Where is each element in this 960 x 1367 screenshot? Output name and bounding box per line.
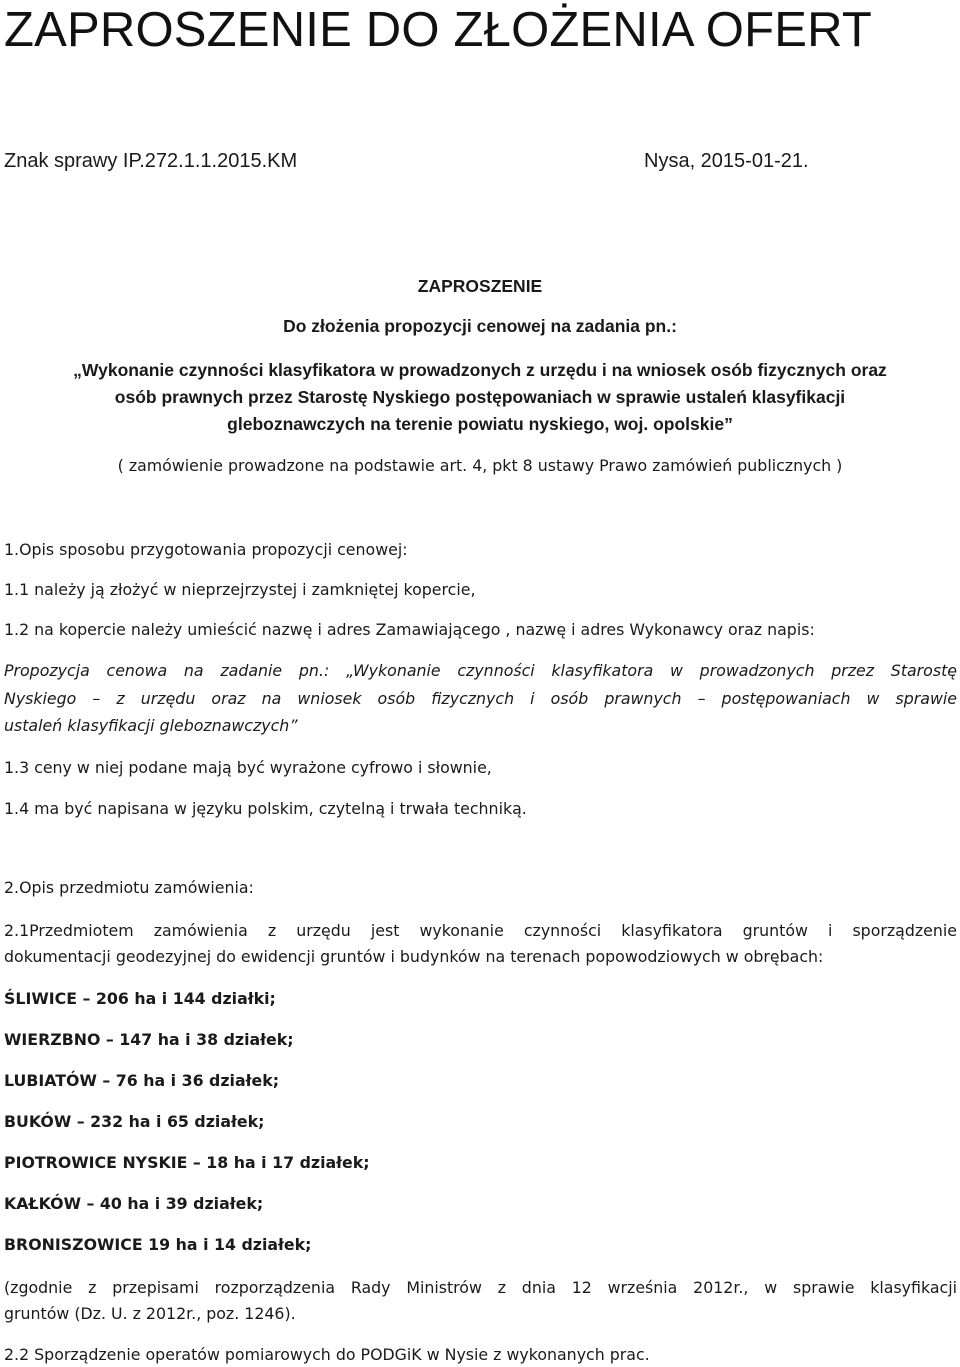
precinct-item: BUKÓW – 232 ha i 65 działek; [4, 1112, 265, 1131]
invitation-heading: ZAPROSZENIE [417, 276, 543, 296]
precinct-item: ŚLIWICE – 206 ha i 144 działki; [4, 989, 276, 1008]
legal-basis: ( zamówienie prowadzone na podstawie art. 4, pkt 8 ustawy Prawo zamówień publicznych ) [117, 456, 843, 475]
envelope-label-line: Nyskiego – z urzędu oraz na wniosek osób fizycznych i osób prawnych – postępowaniach w sprawie [4, 689, 957, 708]
section-2-heading: 2.Opis przedmiotu zamówienia: [4, 878, 254, 897]
section-1-heading: 1.Opis sposobu przygotowania propozycji cenowej: [4, 540, 408, 559]
section-1-item: 1.1 należy ją złożyć w nieprzejrzystej i zamkniętej kopercie, [4, 580, 476, 599]
invitation-subheading: Do złożenia propozycji cenowej na zadania pn.: [283, 316, 677, 336]
section-1-item: 1.2 na kopercie należy umieścić nazwę i adres Zamawiającego , nazwę i adres Wykonawcy oraz napis: [4, 620, 815, 639]
precinct-item: PIOTROWICE NYSKIE – 18 ha i 17 działek; [4, 1153, 370, 1172]
precinct-item: BRONISZOWICE 19 ha i 14 działek; [4, 1235, 312, 1254]
task-title-line: gleboznawczych na terenie powiatu nyskiego, woj. opolskie” [227, 414, 733, 434]
case-reference: Znak sprawy IP.272.1.1.2015.KM [4, 150, 298, 172]
section-2-item-line: 2.1Przedmiotem zamówienia z urzędu jest wykonanie czynności klasyfikatora gruntów i sporządzenie [4, 921, 957, 940]
task-title-line: osób prawnych przez Starostę Nyskiego postępowaniach w sprawie ustaleń klasyfikacji [114, 387, 846, 407]
precinct-item: WIERZBNO – 147 ha i 38 działek; [4, 1030, 294, 1049]
regulation-line: gruntów (Dz. U. z 2012r., poz. 1246). [4, 1304, 296, 1323]
task-title-line: „Wykonanie czynności klasyfikatora w prowadzonych z urzędu i na wniosek osób fizycznych oraz [73, 360, 887, 380]
place-and-date: Nysa, 2015-01-21. [644, 150, 809, 172]
regulation-line: (zgodnie z przepisami rozporządzenia Rady Ministrów z dnia 12 września 2012r., w sprawie klasyfikacji [4, 1278, 957, 1297]
precinct-item: KAŁKÓW – 40 ha i 39 działek; [4, 1194, 264, 1213]
envelope-label-line: Propozycja cenowa na zadanie pn.: „Wykonanie czynności klasyfikatora w prowadzonych przez Starostę [4, 661, 957, 680]
section-2-item: 2.2 Sporządzenie operatów pomiarowych do PODGiK w Nysie z wykonanych prac. [4, 1345, 650, 1364]
envelope-label-line: ustaleń klasyfikacji gleboznawczych” [4, 716, 298, 735]
section-1-item: 1.4 ma być napisana w języku polskim, czytelną i trwała techniką. [4, 799, 527, 818]
section-1-item: 1.3 ceny w niej podane mają być wyrażone cyfrowo i słownie, [4, 758, 492, 777]
section-2-item-line: dokumentacji geodezyjnej do ewidencji gruntów i budynków na terenach popowodziowych w obrębach: [4, 947, 824, 966]
precinct-item: LUBIATÓW – 76 ha i 36 działek; [4, 1071, 280, 1090]
page-title: ZAPROSZENIE DO ZŁOŻENIA OFERT [4, 3, 872, 57]
